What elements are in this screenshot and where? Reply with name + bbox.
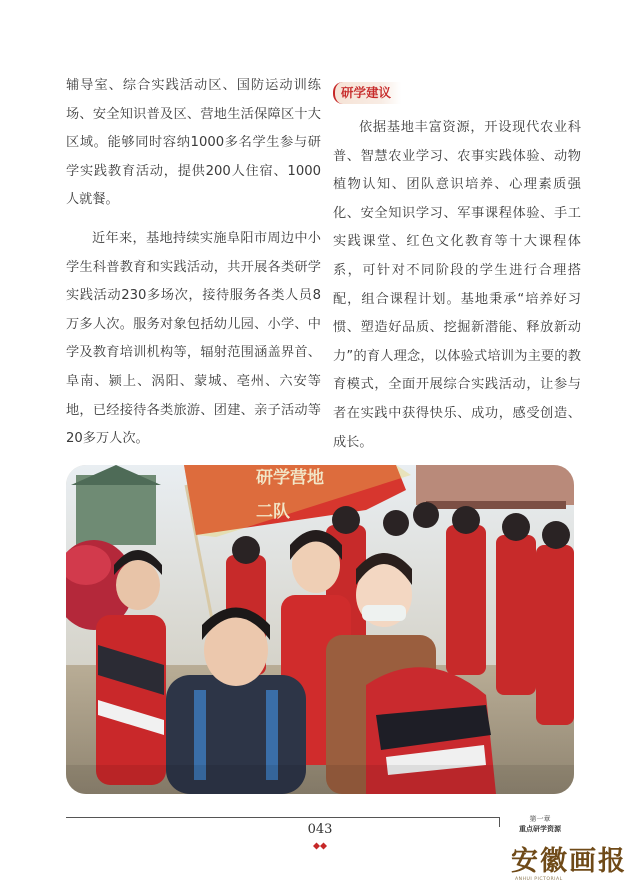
section-title-badge: [333, 82, 401, 104]
page-ornament-icon: [313, 842, 327, 850]
chapter-title: 重点研学资源: [519, 825, 561, 833]
left-paragraph-1: 辅导室、综合实践活动区、国防运动训练场、安全知识普及区、营地生活保障区十大区域。能够同时容纳1000多名学生参与研学实践教育活动，提供200人住宿、1000人就餐。: [66, 78, 321, 208]
flag-text-top: 研学营地: [256, 468, 324, 488]
right-text-column: [333, 80, 581, 457]
footer-divider: [66, 817, 499, 818]
right-paragraph-1: 依据基地丰富资源，开设现代农业科普、智慧农业学习、农事实践体验、动物植物认知、团队意识培养、心理素质强化、安全知识学习、军事课程体验、手工实践课堂、红色文化教育等十大课程体系，可针对不同阶段的学生进行合理搭配，组合课程计划。基地秉承“培养好习惯、塑造好品质、挖掘新潜能、释放新动力”的育人理念，以体验式培训为主要的教育模式，全面开展综合实践活动，让参与者在实践中获得快乐、成功，感受创造、成长。: [333, 120, 581, 450]
left-text-column: [66, 72, 321, 454]
students-photo: [66, 465, 574, 794]
brand-subtitle: ANHUI PICTORIAL: [515, 877, 563, 882]
chapter-number: 第一章: [529, 815, 551, 823]
students-photo-illustration: [66, 465, 574, 794]
flag-text-bottom: 二队: [256, 502, 290, 522]
left-paragraph-2: 近年来，基地持续实施阜阳市周边中小学生科普教育和实践活动，共开展各类研学实践活动230多场次，接待服务各类人员8万多人次。服务对象包括幼儿园、小学、中学及教育培训机构等，辐射范围涵盖界首、阜南、颍上、涡阳、蒙城、亳州、六安等地，已经接待各类旅游、团建、亲子活动等20多万人次。: [66, 230, 321, 447]
page-number: 043: [307, 822, 333, 837]
chapter-label: [506, 814, 574, 834]
section-title: 研学建议: [341, 85, 392, 100]
footer-divider-corner: [499, 817, 500, 827]
brand-title: 安徽画报: [511, 846, 627, 877]
magazine-brand: [511, 847, 631, 882]
